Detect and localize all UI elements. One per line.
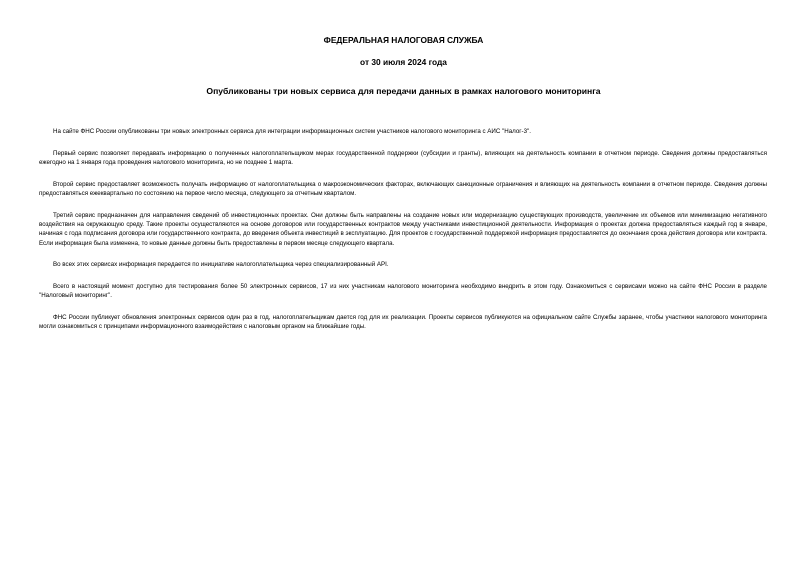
paragraph-updates: ФНС России публикует обновления электронных сервисов один раз в год, налогоплательщикам дается год для их реализации. Проекты сервисов публикуются на официальном сайте Службы заранее, чтобы участники налогового мониторинга могли ознакомиться с принципами информационного взаимодействия с налоговым органом на ближайшие годы. xyxy=(39,313,767,331)
paragraph-testing: Всего в настоящий момент доступно для тестирования более 50 электронных сервисов, 17 из них участникам налогового мониторинга необходимо внедрить в этом году. Ознакомиться с сервисами можно на сайте ФНС России в разделе "Налоговый мониторинг". xyxy=(39,282,767,300)
paragraph-api: Во всех этих сервисах информация передается по инициативе налогоплательщика через специализированный API. xyxy=(53,261,389,269)
document-title: Опубликованы три новых сервиса для передачи данных в рамках налогового мониторинга xyxy=(206,86,601,96)
paragraph-third-service: Третий сервис предназначен для направления сведений об инвестиционных проектах. Они должны быть направлены на создание новых или модернизацию существующих производств, увеличение их объемов или минимизацию негативного воздействия на окружающую среду. Такие проекты осуществляются на основе договоров или государственных контрактов между участниками инвестиционной деятельности. Информация о проектах должна предоставляться каждый год в январе, начиная с года подписания договора или государственного контракта, до введения объекта инвестиций в эксплуатацию. Для проектов с государственной поддержкой информация предоставляется до окончания срока действия договора или контракта. Если информация была изменена, то новые данные должны быть предоставлены в первом месяце следующего квартала. xyxy=(39,211,767,247)
agency-name: ФЕДЕРАЛЬНАЯ НАЛОГОВАЯ СЛУЖБА xyxy=(323,35,484,45)
paragraph-second-service: Второй сервис предоставляет возможность получать информацию от налогоплательщика о макроэкономических факторах, включающих санкционные ограничения и влияющих на деятельность компании в отчетном периоде. Сведения должны предоставляться ежеквартально по состоянию на первое число месяца, следующего за отчетным кварталом. xyxy=(39,180,767,197)
document-date: от 30 июля 2024 года xyxy=(360,57,447,67)
document-body xyxy=(39,127,767,344)
paragraph-intro: На сайте ФНС России опубликованы три новых электронных сервиса для интеграции информационных систем участников налогового мониторинга с АИС "Налог-3". xyxy=(53,128,531,135)
paragraph-first-service: Первый сервис позволяет передавать информацию о полученных налогоплательщиком мерах государственной поддержки (субсидии и гранты), влияющих на деятельность компании в отчетном периоде. Сведения должны предоставляться ежегодно на 1 января года проведения налогового мониторинга, но не позднее 1 марта. xyxy=(39,149,767,166)
